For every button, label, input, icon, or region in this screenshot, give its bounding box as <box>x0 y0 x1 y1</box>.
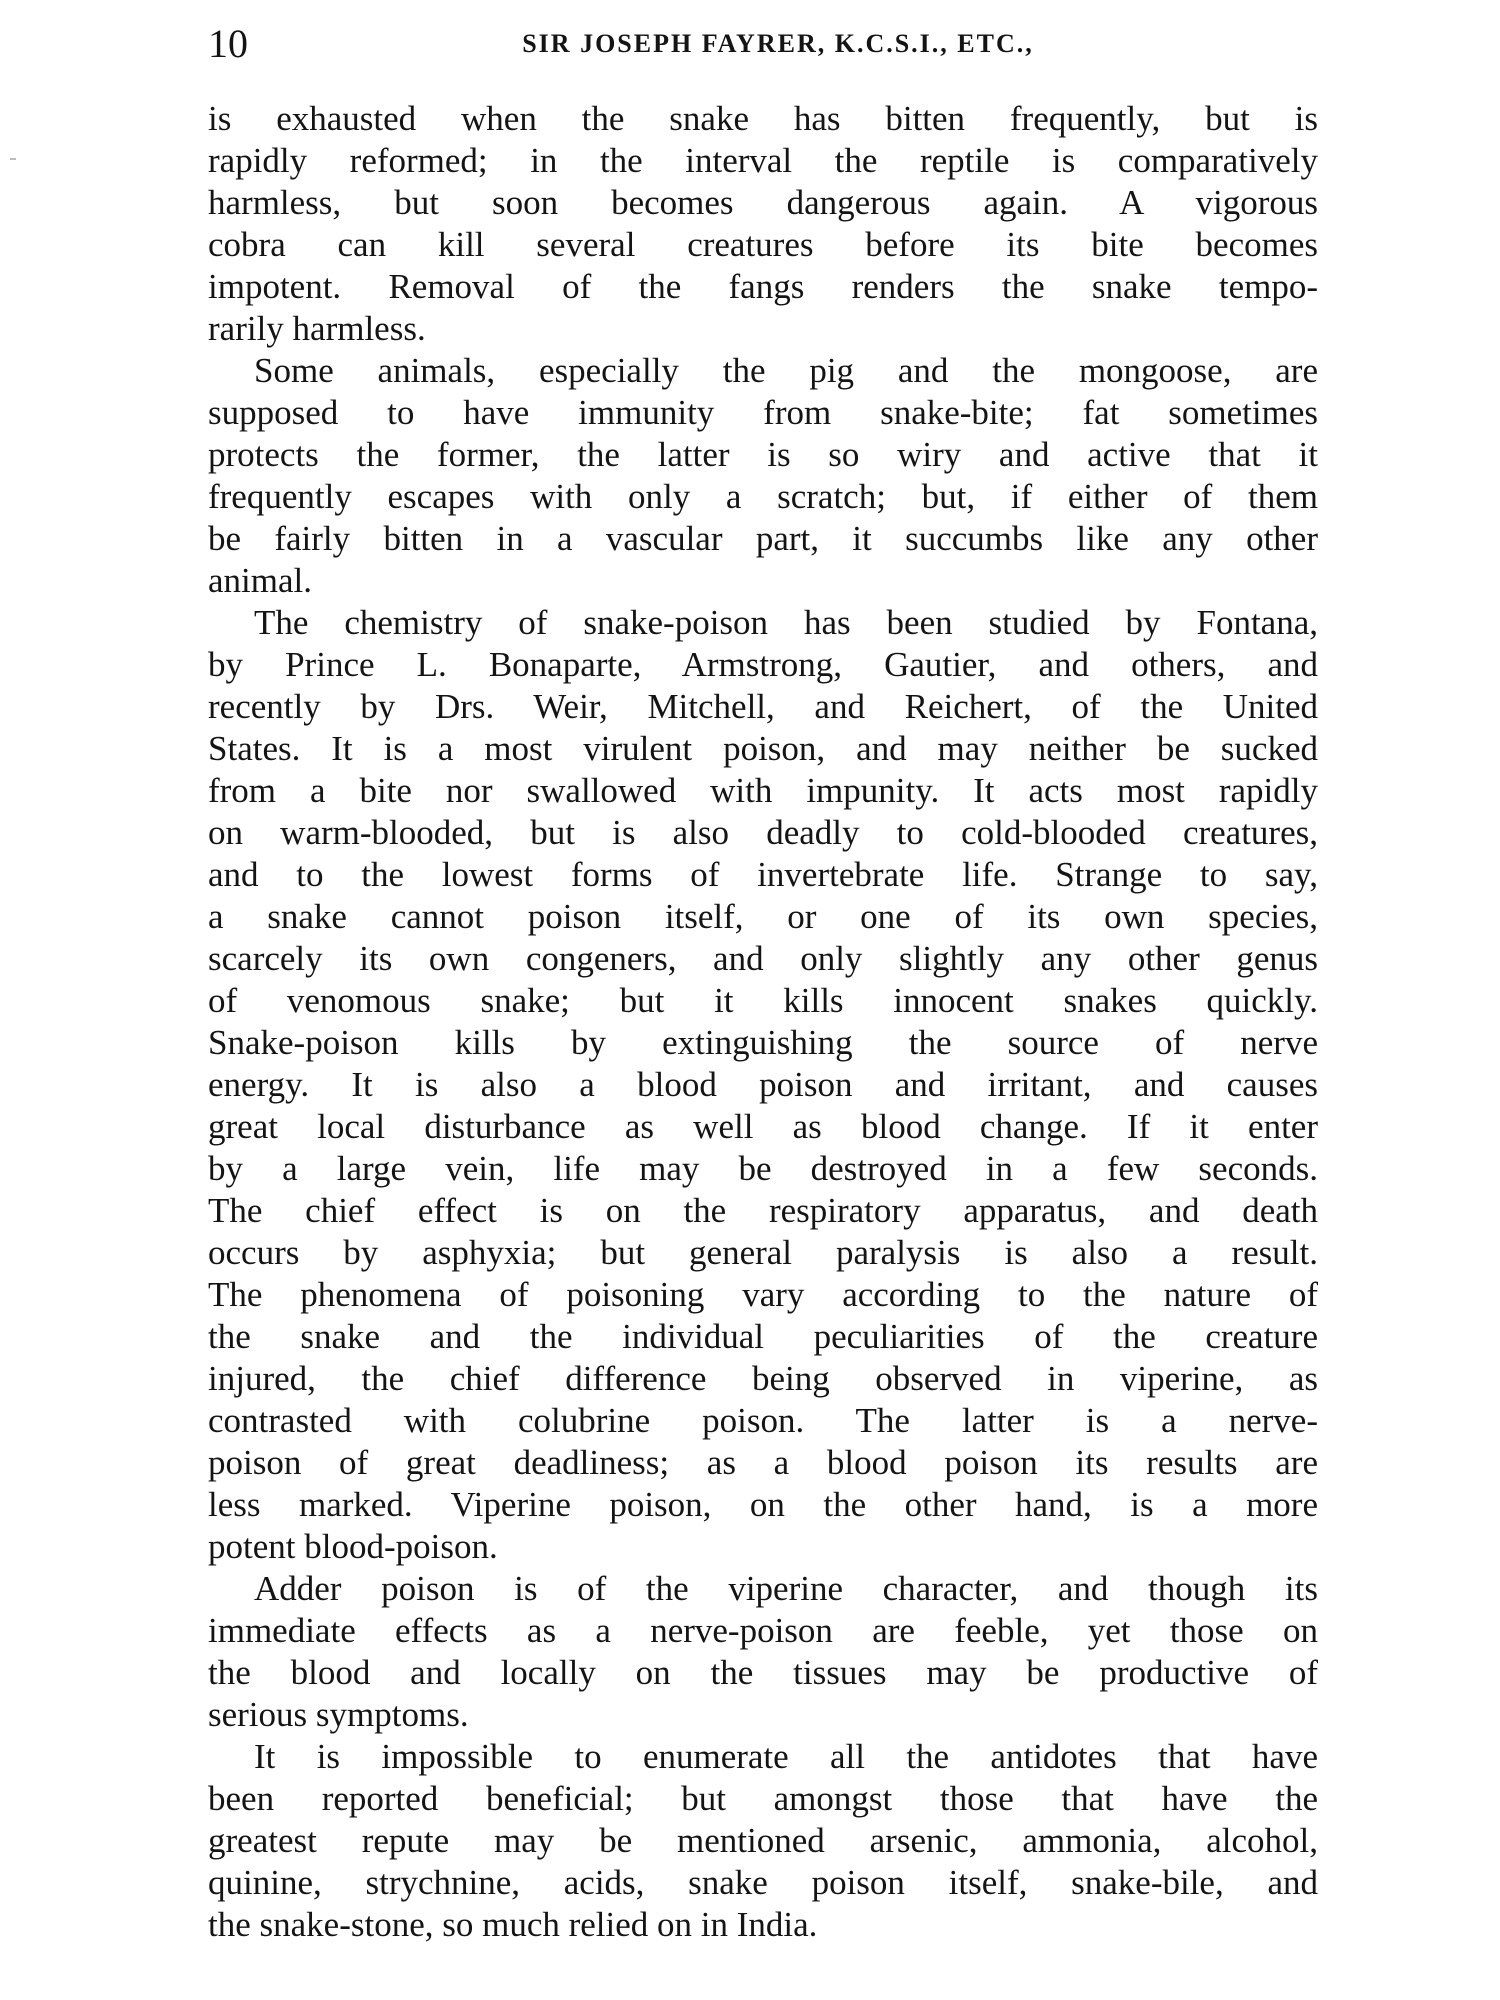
text-line: from a bite nor swallowed with impunity. It acts most rapidly <box>208 771 1318 810</box>
text-line: is exhausted when the snake has bitten frequently, but is <box>208 99 1318 138</box>
paragraph-venom-regeneration <box>208 98 1318 350</box>
text-line: Some animals, especially the pig and the mongoose, are <box>254 351 1318 390</box>
text-line: Snake-poison kills by extinguishing the source of nerve <box>208 1023 1318 1062</box>
text-line: immediate effects as a nerve-poison are feeble, yet those on <box>208 1611 1318 1650</box>
text-line: scarcely its own congeners, and only slightly any other genus <box>208 939 1318 978</box>
text-line: protects the former, the latter is so wiry and active that it <box>208 435 1318 474</box>
text-line: be fairly bitten in a vascular part, it succumbs like any other <box>208 519 1318 558</box>
text-line: poison of great deadliness; as a blood poison its results are <box>208 1443 1318 1482</box>
text-line: supposed to have immunity from snake-bite; fat sometimes <box>208 393 1318 432</box>
text-line: by a large vein, life may be destroyed in a few seconds. <box>208 1149 1318 1188</box>
paragraph-antidotes <box>208 1736 1318 1946</box>
text-line: occurs by asphyxia; but general paralysis is also a result. <box>208 1233 1318 1272</box>
text-line: less marked. Viperine poison, on the other hand, is a more <box>208 1485 1318 1524</box>
text-line: recently by Drs. Weir, Mitchell, and Reichert, of the United <box>208 687 1318 726</box>
text-line: contrasted with colubrine poison. The latter is a nerve- <box>208 1401 1318 1440</box>
text-line: great local disturbance as well as blood change. If it enter <box>208 1107 1318 1146</box>
page-number: 10 <box>208 21 248 66</box>
text-line: greatest repute may be mentioned arsenic, ammonia, alcohol, <box>208 1821 1318 1860</box>
text-line: rapidly reformed; in the interval the reptile is comparatively <box>208 141 1318 180</box>
paragraph-chemistry <box>208 602 1318 1568</box>
text-line: of venomous snake; but it kills innocent snakes quickly. <box>208 981 1318 1020</box>
text-line: serious symptoms. <box>208 1695 469 1734</box>
text-line: been reported beneficial; but amongst those that have the <box>208 1779 1318 1818</box>
text-line: injured, the chief difference being observed in viperine, as <box>208 1359 1318 1398</box>
text-line: Adder poison is of the viperine character, and though its <box>254 1569 1318 1608</box>
text-body <box>208 98 1318 1993</box>
running-title: SIR JOSEPH FAYRER, K.C.S.I., ETC., <box>522 29 1034 58</box>
text-line: It is impossible to enumerate all the antidotes that have <box>254 1737 1318 1776</box>
paragraph-adder-poison <box>208 1568 1318 1736</box>
margin-mark <box>10 158 16 160</box>
text-line: rarily harmless. <box>208 309 426 348</box>
text-line: The chemistry of snake-poison has been studied by Fontana, <box>254 603 1318 642</box>
running-head <box>208 16 1318 72</box>
text-line: The chief effect is on the respiratory apparatus, and death <box>208 1191 1318 1230</box>
text-line: energy. It is also a blood poison and irritant, and causes <box>208 1065 1318 1104</box>
text-line: States. It is a most virulent poison, and may neither be sucked <box>208 729 1318 768</box>
text-line: the snake-stone, so much relied on in India. <box>208 1905 818 1944</box>
text-line: a snake cannot poison itself, or one of its own species, <box>208 897 1318 936</box>
text-line: cobra can kill several creatures before its bite becomes <box>208 225 1318 264</box>
text-line: quinine, strychnine, acids, snake poison itself, snake-bile, and <box>208 1863 1318 1902</box>
text-line: on warm-blooded, but is also deadly to cold-blooded creatures, <box>208 813 1318 852</box>
text-line: and to the lowest forms of invertebrate life. Strange to say, <box>208 855 1318 894</box>
text-line: animal. <box>208 561 312 600</box>
text-line: The phenomena of poisoning vary according to the nature of <box>208 1275 1318 1314</box>
paragraph-immunity <box>208 350 1318 602</box>
text-line: by Prince L. Bonaparte, Armstrong, Gautier, and others, and <box>208 645 1318 684</box>
text-line: impotent. Removal of the fangs renders the snake tempo- <box>208 267 1318 306</box>
text-line: frequently escapes with only a scratch; but, if either of them <box>208 477 1318 516</box>
text-line: the blood and locally on the tissues may be productive of <box>208 1653 1318 1692</box>
text-line: potent blood-poison. <box>208 1527 498 1566</box>
text-line: harmless, but soon becomes dangerous again. A vigorous <box>208 183 1318 222</box>
text-line: the snake and the individual peculiarities of the creature <box>208 1317 1318 1356</box>
